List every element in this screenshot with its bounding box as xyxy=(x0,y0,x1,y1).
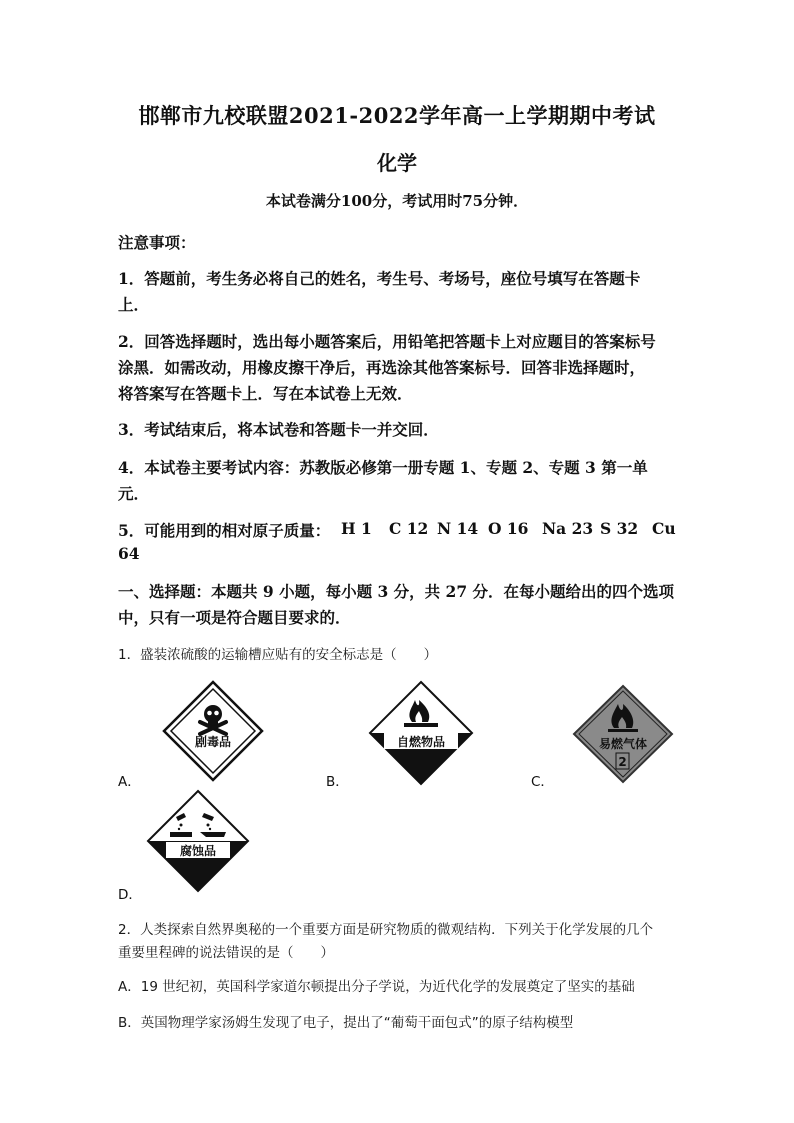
atomic-mass: Na 23 xyxy=(542,519,594,538)
notes-heading: 注意事项： xyxy=(118,233,196,252)
option-c-label[interactable]: C． xyxy=(531,774,554,790)
atomic-mass: H 1 xyxy=(341,519,372,538)
note-2-line-2: 涂黑．如需改动，用橡皮擦干净后，再选涂其他答案标号．回答非选择题时， xyxy=(118,358,646,377)
atomic-mass: N 14 xyxy=(437,519,479,538)
question-2-stem-line-2: 重要里程碑的说法错误的是（ ） xyxy=(118,945,334,961)
note-2-line-3: 将答案写在答题卡上．写在本试卷上无效． xyxy=(118,384,413,403)
note-4-line-1: 4．本试卷主要考试内容：苏教版必修第一册专题 1、专题 2、专题 3 第一单 xyxy=(118,458,648,477)
option-b-label[interactable]: B． xyxy=(326,774,349,790)
note-2-line-1: 2．回答选择题时，选出每小题答案后，用铅笔把答题卡上对应题目的答案标号 xyxy=(118,332,656,351)
question-2-option-b[interactable]: B．英国物理学家汤姆生发现了电子，提出了“葡萄干面包式”的原子结构模型 xyxy=(118,1015,574,1031)
atomic-mass: Cu xyxy=(652,519,676,538)
question-2-stem-line-1: 2．人类探索自然界奥秘的一个重要方面是研究物质的微观结构．下列关于化学发展的几个 xyxy=(118,922,654,938)
subject-title: 化学 xyxy=(377,151,417,175)
exam-title: 邯郸市九校联盟2021-2022学年高一上学期期中考试 xyxy=(138,103,656,128)
note-1-line-1: 1．答题前，考生务必将自己的姓名，考生号、考场号，座位号填写在答题卡 xyxy=(118,269,641,288)
note-1-line-2: 上． xyxy=(118,295,150,314)
sign-text: 剧毒品 xyxy=(194,735,232,749)
note-5-prefix: 5．可能用到的相对原子质量： xyxy=(118,521,331,540)
exam-intro: 本试卷满分100分，考试用时75分钟． xyxy=(265,192,529,210)
spontaneous-combustible-sign xyxy=(366,680,476,786)
flammable-gas-sign xyxy=(572,684,674,784)
section-1-line-2: 中，只有一项是符合题目要求的． xyxy=(118,608,351,627)
option-d-label[interactable]: D． xyxy=(118,887,142,903)
atomic-mass: C 12 xyxy=(389,519,429,538)
sign-class-number: 2 xyxy=(618,755,627,769)
question-2-option-a[interactable]: A．19 世纪初，英国科学家道尔顿提出分子学说，为近代化学的发展奠定了坚实的基础 xyxy=(118,979,635,995)
section-1-line-1: 一、选择题：本题共 9 小题，每小题 3 分，共 27 分．在每小题给出的四个选项 xyxy=(118,582,675,601)
toxic-sign xyxy=(162,680,264,782)
note-4-line-2: 元． xyxy=(118,484,150,503)
atomic-mass: S 32 xyxy=(600,519,639,538)
sign-text: 自燃物品 xyxy=(396,735,446,749)
sign-text: 易燃气体 xyxy=(598,737,648,751)
note-5-line-1 xyxy=(118,519,330,541)
option-a-label[interactable]: A． xyxy=(118,774,141,790)
corrosive-sign xyxy=(146,789,250,893)
atomic-mass: O 16 xyxy=(488,519,529,538)
note-3: 3．考试结束后，将本试卷和答题卡一并交回． xyxy=(118,420,439,439)
sign-text: 腐蚀品 xyxy=(179,844,217,858)
question-1-stem: 1．盛装浓硫酸的运输槽应贴有的安全标志是（ ） xyxy=(118,647,438,663)
note-5-line-2: 64 xyxy=(118,544,140,563)
